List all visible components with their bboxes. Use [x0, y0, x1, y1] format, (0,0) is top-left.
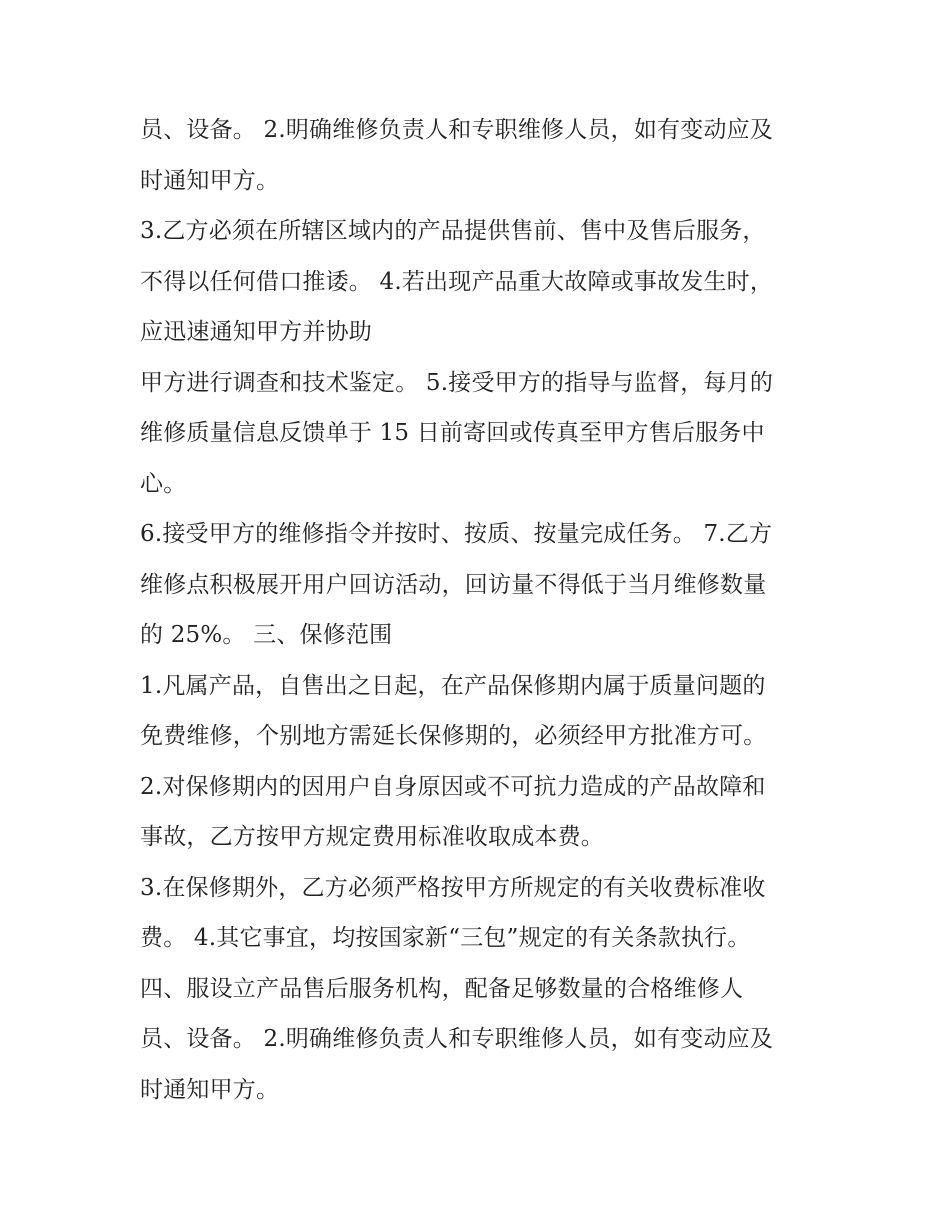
text-line: 事故，乙方按甲方规定费用标准收取成本费。 [140, 824, 604, 850]
text-line: 甲方进行调查和技术鉴定。 5.接受甲方的指导与监督，每月的 [140, 369, 774, 396]
text-line: 2.对保修期内的因用户自身原因或不可抗力造成的产品故障和 [140, 773, 766, 800]
text-line: 四、服设立产品售后服务机构，配备足够数量的合格维修人 [140, 975, 744, 1002]
text-line: 维修点积极展开用户回访活动，回访量不得低于当月维修数量 [140, 571, 767, 598]
text-line: 的 25%。 三、保修范围 [140, 622, 393, 648]
text-line: 3.在保修期外，乙方必须严格按甲方所规定的有关收费标准收 [140, 874, 766, 901]
text-line: 心。 [140, 470, 187, 497]
text-line: 不得以任何借口推诿。 4.若出现产品重大故障或事故发生时， [140, 268, 774, 295]
text-line: 时通知甲方。 [140, 167, 280, 194]
text-line: 时通知甲方。 [140, 1076, 280, 1103]
text-line: 维修质量信息反馈单于 15 日前寄回或传真至甲方售后服务中 [140, 420, 765, 446]
text-line: 免费维修，个别地方需延长保修期的，必须经甲方批准方可。 [140, 723, 767, 749]
text-line: 应迅速通知甲方并协助 [140, 319, 372, 345]
text-line: 费。 4.其它事宜，均按国家新“三包”规定的有关条款执行。 [140, 925, 751, 951]
text-line: 1.凡属产品，自售出之日起，在产品保修期内属于质量问题的 [140, 672, 766, 699]
text-line: 员、设备。 2.明确维修负责人和专职维修人员，如有变动应及 [140, 1026, 774, 1052]
text-line: 员、设备。 2.明确维修负责人和专职维修人员，如有变动应及 [140, 117, 774, 143]
document-body [140, 105, 820, 1115]
text-line: 3.乙方必须在所辖区域内的产品提供售前、售中及售后服务， [140, 218, 766, 244]
text-line: 6.接受甲方的维修指令并按时、按质、按量完成任务。 7.乙方 [140, 521, 773, 547]
